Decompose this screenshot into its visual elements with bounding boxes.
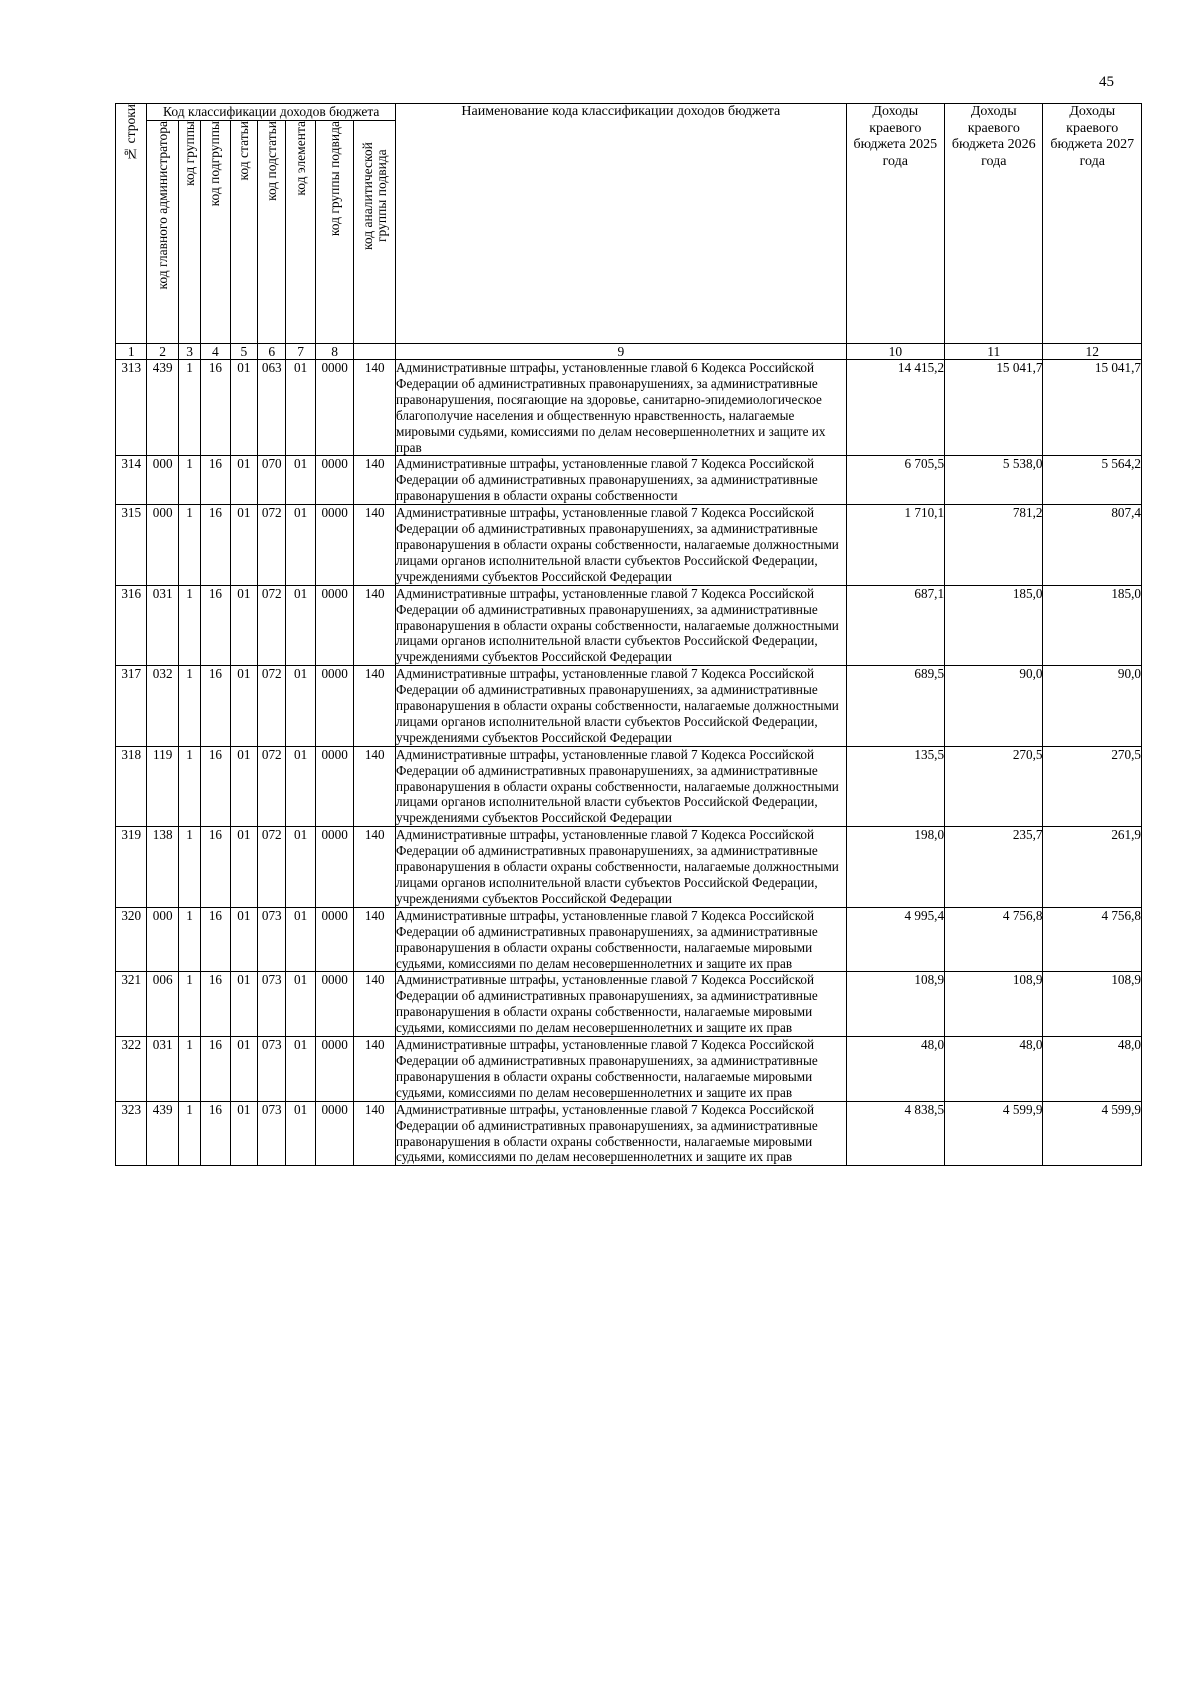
analytic-group-code: 140 [354,1101,396,1166]
header-article-code: код статьи [230,121,257,344]
row-number: 316 [116,585,147,666]
admin-code: 000 [147,505,178,586]
group-code: 1 [178,907,200,972]
header-analytic-group-code: код аналитической группы подвида [354,121,396,344]
income-2025: 687,1 [846,585,944,666]
analytic-group-code: 140 [354,456,396,505]
header-row-no: № строки [116,104,147,344]
article-code: 01 [230,1037,257,1102]
row-number: 315 [116,505,147,586]
row-number: 322 [116,1037,147,1102]
column-number: 2 [147,344,178,360]
element-code: 01 [286,585,315,666]
subarticle-code: 072 [258,746,286,827]
group-code: 1 [178,666,200,747]
subtype-group-code: 0000 [315,972,354,1037]
column-number [354,344,396,360]
income-2026: 15 041,7 [945,360,1043,456]
header-subarticle-code: код подстатьи [258,121,286,344]
analytic-group-code: 140 [354,907,396,972]
subtype-group-code: 0000 [315,907,354,972]
income-2027: 5 564,2 [1043,456,1142,505]
row-number: 313 [116,360,147,456]
row-number: 319 [116,827,147,908]
income-2025: 689,5 [846,666,944,747]
analytic-group-code: 140 [354,746,396,827]
element-code: 01 [286,746,315,827]
group-code: 1 [178,1101,200,1166]
income-name: Административные штрафы, установленные главой 7 Кодекса Российской Федерации об административных правонарушениях, за административные правонарушения в области охраны собственности, налагаемые должностными лицами органов исполнительной власти субъектов Российской Федерации, учреждениями субъектов Российской Федерации [396,585,847,666]
analytic-group-code: 140 [354,666,396,747]
group-code: 1 [178,1037,200,1102]
subarticle-code: 073 [258,1037,286,1102]
subarticle-code: 073 [258,972,286,1037]
subarticle-code: 072 [258,666,286,747]
group-code: 1 [178,505,200,586]
admin-code: 031 [147,1037,178,1102]
admin-code: 032 [147,666,178,747]
column-number: 10 [846,344,944,360]
subtype-group-code: 0000 [315,666,354,747]
element-code: 01 [286,456,315,505]
element-code: 01 [286,1037,315,1102]
column-number-row [116,344,1142,360]
income-2025: 1 710,1 [846,505,944,586]
element-code: 01 [286,827,315,908]
income-2027: 185,0 [1043,585,1142,666]
header-admin-code: код главного администратора [147,121,178,344]
column-number: 9 [396,344,847,360]
subgroup-code: 16 [201,972,230,1037]
table-row [116,1037,1142,1102]
income-2025: 198,0 [846,827,944,908]
column-number: 11 [945,344,1043,360]
income-2026: 90,0 [945,666,1043,747]
row-number: 321 [116,972,147,1037]
element-code: 01 [286,1101,315,1166]
table-body [116,360,1142,1166]
subgroup-code: 16 [201,907,230,972]
subgroup-code: 16 [201,666,230,747]
table-row [116,456,1142,505]
header-income-2027: Доходы краевого бюджета 2027 года [1043,104,1142,344]
table-row [116,666,1142,747]
column-number: 5 [230,344,257,360]
element-code: 01 [286,505,315,586]
analytic-group-code: 140 [354,585,396,666]
group-code: 1 [178,360,200,456]
article-code: 01 [230,585,257,666]
income-name: Административные штрафы, установленные главой 7 Кодекса Российской Федерации об административных правонарушениях, за административные правонарушения в области охраны собственности, налагаемые мировыми судьями, комиссиями по делам несовершеннолетних и защите их прав [396,972,847,1037]
subtype-group-code: 0000 [315,827,354,908]
admin-code: 000 [147,456,178,505]
admin-code: 439 [147,1101,178,1166]
column-number: 12 [1043,344,1142,360]
income-2027: 48,0 [1043,1037,1142,1102]
article-code: 01 [230,746,257,827]
budget-income-table [115,103,1142,1166]
page-number: 45 [1099,74,1114,90]
subarticle-code: 073 [258,907,286,972]
subarticle-code: 072 [258,827,286,908]
subarticle-code: 073 [258,1101,286,1166]
income-name: Административные штрафы, установленные главой 7 Кодекса Российской Федерации об административных правонарушениях, за административные правонарушения в области охраны собственности, налагаемые мировыми судьями, комиссиями по делам несовершеннолетних и защите их прав [396,1037,847,1102]
income-2025: 48,0 [846,1037,944,1102]
income-2027: 90,0 [1043,666,1142,747]
column-number: 7 [286,344,315,360]
income-2027: 4 599,9 [1043,1101,1142,1166]
column-number: 1 [116,344,147,360]
subgroup-code: 16 [201,746,230,827]
subtype-group-code: 0000 [315,585,354,666]
subgroup-code: 16 [201,505,230,586]
admin-code: 031 [147,585,178,666]
group-code: 1 [178,456,200,505]
income-2026: 108,9 [945,972,1043,1037]
subtype-group-code: 0000 [315,746,354,827]
income-2025: 4 838,5 [846,1101,944,1166]
subgroup-code: 16 [201,1037,230,1102]
article-code: 01 [230,827,257,908]
table-row [116,1101,1142,1166]
analytic-group-code: 140 [354,827,396,908]
element-code: 01 [286,907,315,972]
row-number: 323 [116,1101,147,1166]
income-2025: 14 415,2 [846,360,944,456]
subarticle-code: 072 [258,585,286,666]
element-code: 01 [286,360,315,456]
header-classification-group: Код классификации доходов бюджета [147,104,396,121]
income-2027: 15 041,7 [1043,360,1142,456]
income-name: Административные штрафы, установленные главой 7 Кодекса Российской Федерации об административных правонарушениях, за административные правонарушения в области охраны собственности, налагаемые должностными лицами органов исполнительной власти субъектов Российской Федерации, учреждениями субъектов Российской Федерации [396,827,847,908]
group-code: 1 [178,585,200,666]
subgroup-code: 16 [201,360,230,456]
group-code: 1 [178,827,200,908]
income-name: Административные штрафы, установленные главой 7 Кодекса Российской Федерации об административных правонарушениях, за административные правонарушения в области охраны собственности, налагаемые мировыми судьями, комиссиями по делам несовершеннолетних и защите их прав [396,1101,847,1166]
income-2025: 135,5 [846,746,944,827]
group-code: 1 [178,746,200,827]
subarticle-code: 063 [258,360,286,456]
income-2025: 6 705,5 [846,456,944,505]
analytic-group-code: 140 [354,505,396,586]
table-row [116,827,1142,908]
income-2027: 270,5 [1043,746,1142,827]
income-2026: 235,7 [945,827,1043,908]
header-income-2026: Доходы краевого бюджета 2026 года [945,104,1043,344]
article-code: 01 [230,456,257,505]
row-number: 318 [116,746,147,827]
income-2026: 185,0 [945,585,1043,666]
article-code: 01 [230,1101,257,1166]
income-2026: 781,2 [945,505,1043,586]
article-code: 01 [230,907,257,972]
income-2027: 108,9 [1043,972,1142,1037]
row-number: 314 [116,456,147,505]
income-2026: 5 538,0 [945,456,1043,505]
admin-code: 000 [147,907,178,972]
income-2027: 4 756,8 [1043,907,1142,972]
analytic-group-code: 140 [354,1037,396,1102]
income-name: Административные штрафы, установленные главой 7 Кодекса Российской Федерации об административных правонарушениях, за административные правонарушения в области охраны собственности, налагаемые мировыми судьями, комиссиями по делам несовершеннолетних и защите их прав [396,907,847,972]
income-name: Административные штрафы, установленные главой 7 Кодекса Российской Федерации об административных правонарушениях, за административные правонарушения в области охраны собственности [396,456,847,505]
subgroup-code: 16 [201,1101,230,1166]
table-row [116,505,1142,586]
table-row [116,972,1142,1037]
article-code: 01 [230,972,257,1037]
subtype-group-code: 0000 [315,360,354,456]
column-number: 4 [201,344,230,360]
income-2027: 261,9 [1043,827,1142,908]
income-2027: 807,4 [1043,505,1142,586]
header-group-code: код группы [178,121,200,344]
article-code: 01 [230,505,257,586]
income-2026: 4 756,8 [945,907,1043,972]
income-name: Административные штрафы, установленные главой 7 Кодекса Российской Федерации об административных правонарушениях, за административные правонарушения в области охраны собственности, налагаемые должностными лицами органов исполнительной власти субъектов Российской Федерации, учреждениями субъектов Российской Федерации [396,666,847,747]
income-2026: 270,5 [945,746,1043,827]
subarticle-code: 072 [258,505,286,586]
table-row [116,907,1142,972]
income-2025: 4 995,4 [846,907,944,972]
table-row [116,360,1142,456]
header-element-code: код элемента [286,121,315,344]
subgroup-code: 16 [201,585,230,666]
analytic-group-code: 140 [354,360,396,456]
column-number: 8 [315,344,354,360]
header-income-2025: Доходы краевого бюджета 2025 года [846,104,944,344]
income-2025: 108,9 [846,972,944,1037]
header-subtype-group-code: код группы подвида [315,121,354,344]
analytic-group-code: 140 [354,972,396,1037]
element-code: 01 [286,666,315,747]
admin-code: 006 [147,972,178,1037]
subarticle-code: 070 [258,456,286,505]
admin-code: 138 [147,827,178,908]
header-subgroup-code: код подгруппы [201,121,230,344]
subtype-group-code: 0000 [315,505,354,586]
subgroup-code: 16 [201,827,230,908]
subtype-group-code: 0000 [315,1037,354,1102]
column-number: 3 [178,344,200,360]
header-name: Наименование кода классификации доходов бюджета [396,104,847,344]
income-name: Административные штрафы, установленные главой 6 Кодекса Российской Федерации об административных правонарушениях, за административные правонарушения, посягающие на здоровье, санитарно-эпидемиологическое благополучие населения и общественную нравственность, налагаемые мировыми судьями, комиссиями по делам несовершеннолетних и защите их прав [396,360,847,456]
income-name: Административные штрафы, установленные главой 7 Кодекса Российской Федерации об административных правонарушениях, за административные правонарушения в области охраны собственности, налагаемые должностными лицами органов исполнительной власти субъектов Российской Федерации, учреждениями субъектов Российской Федерации [396,746,847,827]
article-code: 01 [230,666,257,747]
article-code: 01 [230,360,257,456]
subgroup-code: 16 [201,456,230,505]
table-row [116,746,1142,827]
subtype-group-code: 0000 [315,1101,354,1166]
table-row [116,585,1142,666]
element-code: 01 [286,972,315,1037]
admin-code: 439 [147,360,178,456]
group-code: 1 [178,972,200,1037]
subtype-group-code: 0000 [315,456,354,505]
admin-code: 119 [147,746,178,827]
income-2026: 48,0 [945,1037,1043,1102]
row-number: 317 [116,666,147,747]
row-number: 320 [116,907,147,972]
income-name: Административные штрафы, установленные главой 7 Кодекса Российской Федерации об административных правонарушениях, за административные правонарушения в области охраны собственности, налагаемые должностными лицами органов исполнительной власти субъектов Российской Федерации, учреждениями субъектов Российской Федерации [396,505,847,586]
column-number: 6 [258,344,286,360]
income-2026: 4 599,9 [945,1101,1043,1166]
